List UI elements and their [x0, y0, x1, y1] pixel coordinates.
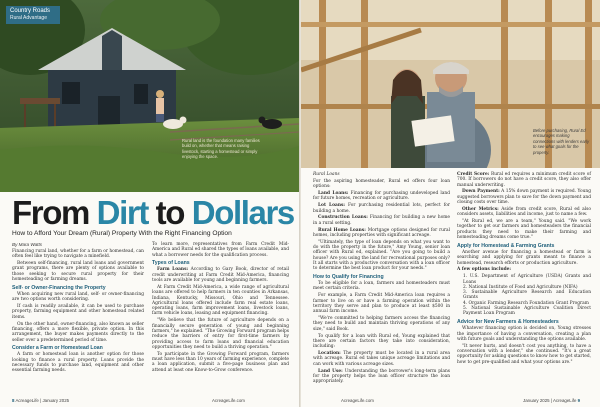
paragraph: Whatever financing option is decided on, Young stresses the importance of having a conversation, creating a plan with future goals and understanding the options available. [457, 326, 591, 342]
paragraph: Another avenue for financing a homestead or farm is searching and applying for grants meant to finance a homestead, research efforts or production agriculture. [457, 249, 591, 266]
inline-label: Credit Score: [457, 172, 490, 177]
page-number: 8 [12, 398, 15, 403]
inline-label: Rural Loans [313, 172, 340, 177]
issue-date: January 2025 | [523, 398, 552, 403]
paragraph-text: Financing for purchasing undeveloped land for future homes, recreation or agriculture. [313, 191, 450, 202]
list-item: 5. National Sustainable Agriculture Coalition Direct Payment Loan Program [463, 306, 591, 317]
headline-part1: From [12, 194, 97, 231]
paragraph: To participate in the Growing Forward program, farmers must have less than 10 years of farming experience, complete a loan application, submit a five-page business plan and attend at least one Know-to-Grow conference. [152, 351, 289, 373]
issue-date: | January 2025 [40, 398, 70, 403]
inline-label: Down Payment: [462, 189, 500, 195]
paragraph: A farm or homestead loan is another option for those looking to finance a rural property. Loans provide the necessary funds to purchase land, equipment and other essential farming needs. [12, 352, 144, 374]
paragraph: "We're committed to helping farmers access the financing they need to build and maintain thriving operations of any size," said Book. [313, 316, 450, 332]
section-heading: Advice for New Farmers & Homesteaders [457, 319, 559, 326]
magazine-name: AcreageLife [552, 398, 577, 403]
headline-accent2: Dollars [191, 194, 294, 231]
list-item: 4. Organic Farming Research Foundation Grant Program [463, 300, 589, 306]
photo-caption-left: Rural land is the foundation many families build on, whether that means raising livestock, starting a homestead or simply enjoying the space. [182, 138, 260, 160]
section-tag-line2: Rural Advantage [10, 15, 47, 21]
paragraph: To be eligible for a loan, farmers and homesteaders must meet certain criteria. [313, 281, 450, 292]
list-item: 1. U.S. Department of Agriculture (USDA) Grants and Loans [463, 274, 591, 285]
footer-left [12, 398, 69, 403]
inline-label: Lot Loans: [318, 203, 346, 209]
headline [12, 196, 299, 229]
right-column-1 [313, 172, 450, 386]
magazine-name: AcreageLife [15, 398, 39, 403]
paragraph: At Farm Credit Mid-America, a wide range of agricultural loans are offered to help farmers in ten counties in Arkansas, Indiana, Kentucky, Missouri, Ohio and Tennessee. Agricultural loans offered include farm real estate loans, operating loans, farm improvement loans, livestock loans, farm vehicle loans, leasing and equipment financing. [152, 284, 289, 317]
inline-label: Construction Loans: [318, 215, 368, 221]
paragraph-text: The property must be located in a rural area with acreage. Rural ed takes unique acreage limitations and can work with various acreage sizes. [313, 351, 450, 367]
section-heading: Consider a Farm or Homestead Loan [12, 345, 103, 352]
paragraph: "We believe that the future of agriculture depends on a financially secure generation of young and beginning farmers," he explained. "The Growing Forward program helps reduce the barriers of entry for first-time farmers by providing access to farm loans and financial education opportunities they need to build a thriving operation." [152, 318, 289, 350]
right-page [301, 0, 600, 407]
paragraph: Between self-financing, rural land loans and government grant programs, there are plenty of options available to those seeking to secure rural property for their homesteading or farming dreams. [12, 261, 144, 283]
headline-part2: to [147, 194, 192, 231]
paragraph: When acquiring new rural land, self- or owner-financing are two options worth considering. [12, 291, 144, 303]
left-column-1 [12, 249, 144, 375]
section-tag [6, 6, 60, 24]
section-heading: Apply for Homestead & Farming Grants [457, 242, 555, 249]
headline-accent1: Dirt [96, 194, 148, 231]
right-column-2 [457, 172, 591, 367]
paragraph: "It never hurts, and doesn't cost you anything, to have a conversation with a lender," she continued. "It's a great opportunity for asking questions to know how to get started, how to get pre-qualified and what your options are." [457, 343, 591, 365]
list-item: 3. Sustainable Agriculture Research and Education Grants [463, 290, 591, 301]
paragraph: If cash is readily available, it can be used to purchase property, farming equipment and other homestead related items. [12, 304, 144, 320]
paragraph: "Ultimately, the type of loan depends on what you want to do with the property in the future," Amy Young, senior loan officer with Rural ed, explained. "Are you going to build a house? Are you using the land for recreational purposes only? It all starts with a productive conversation with a loan officer to determine the best loan product for your needs." [313, 239, 450, 272]
paragraph-text: Understanding the borrower's long-term plans for the property helps the loan officer structure the loan appropriately. [313, 368, 450, 385]
photo-caption-right: Before purchasing, Rural Ed encourages making connections with lenders early to see what goals for the property. [533, 128, 590, 155]
section-heading: Self- or Owner-Financing the Property [12, 284, 106, 291]
paragraph: Financing rural land, whether for a farm or homestead, can often feel like trying to navigate a minefield. [12, 249, 144, 260]
inline-label: Other Metrics: [462, 206, 499, 212]
paragraph-text: According to Gary Book, director of retail credit underwriting at Farm Credit Mid-America, financing tools are available for young and beginning farmers. [152, 267, 289, 284]
section-tag-line1: Country Roads [10, 8, 51, 14]
list-item: 2. National Institute of Food and Agriculture (NIFA) [463, 284, 578, 290]
section-heading: Types of Loans [152, 260, 190, 267]
footer-left-site [212, 398, 245, 403]
paragraph-text: Mortgage options designed for rural homes, including properties with significant acreage. [313, 227, 450, 238]
inline-label: A few options include: [457, 267, 512, 273]
paragraph-text: A 15% down payment is required. Young suggested borrowers plan to save for the down payment and closing costs over time. [457, 189, 591, 206]
paragraph-text: For purchasing residential lots, perfect for building a home. [313, 203, 451, 214]
barn-scene-image [0, 0, 299, 192]
section-heading: How to Qualify for Financing [313, 274, 384, 280]
website: AcreageLife.com [341, 398, 374, 403]
paragraph: To learn more, representatives from Farm Credit Mid-America and Rural ed shared the types of loans available, and what a borrower needs for the qualification process. [152, 242, 289, 258]
grant-list [457, 274, 591, 316]
left-column-2 [152, 242, 289, 374]
inline-label: Land Loans: [318, 191, 349, 197]
paragraph: On the other hand, owner-financing, also known as seller financing, offers a more flexible, private option. In this arrangement, the buyer makes payments directly to the seller over a predetermined period of time. [12, 321, 144, 343]
left-page [0, 0, 299, 407]
subheadline: How to Afford Your Dream (Rural) Property With the Right Financing Option [12, 230, 232, 237]
paragraph: For the aspiring homesteader, Rural ed offers four loan options: [313, 178, 450, 190]
paragraph-text: Financing for building a new home in a rural setting. [313, 215, 450, 226]
inline-label: Land Use: [318, 368, 343, 374]
paragraph-text: Rural ed requires a minimum credit score of 700. If borrowers do not have a credit score, they also offer manual underwriting. [457, 172, 591, 188]
website: AcreageLife.com [212, 398, 245, 403]
inline-label: Farm Loans: [157, 267, 189, 273]
paragraph: "At Rural ed, we are a team," Young said. "We work together to get our farmers and homesteaders the financial products they need to make their farming and homesteading dreams come true." [457, 219, 591, 241]
page-number: 9 [577, 398, 581, 403]
paragraph: To qualify for a loan with Rural ed, Young explained that there are certain factors they take into consideration, including: [313, 333, 450, 350]
inline-label: Location: [318, 351, 341, 357]
barn-photo [0, 0, 299, 192]
construction-photo [301, 0, 600, 168]
inline-label: Rural Home Loans: [318, 227, 366, 233]
paragraph-text: Aside from credit score, Rural ed also considers assets, liabilities and income, just to name a few. [457, 206, 591, 218]
paragraph: For example, a Farm Credit Mid-America loan requires a farmer to live on or have a farming operation within the territory they serve and plan to produce at least $500 in annual farm income. [313, 293, 450, 315]
byline: By Mara Watts [12, 242, 43, 247]
footer-right [523, 398, 580, 403]
footer-right-site [341, 398, 374, 403]
